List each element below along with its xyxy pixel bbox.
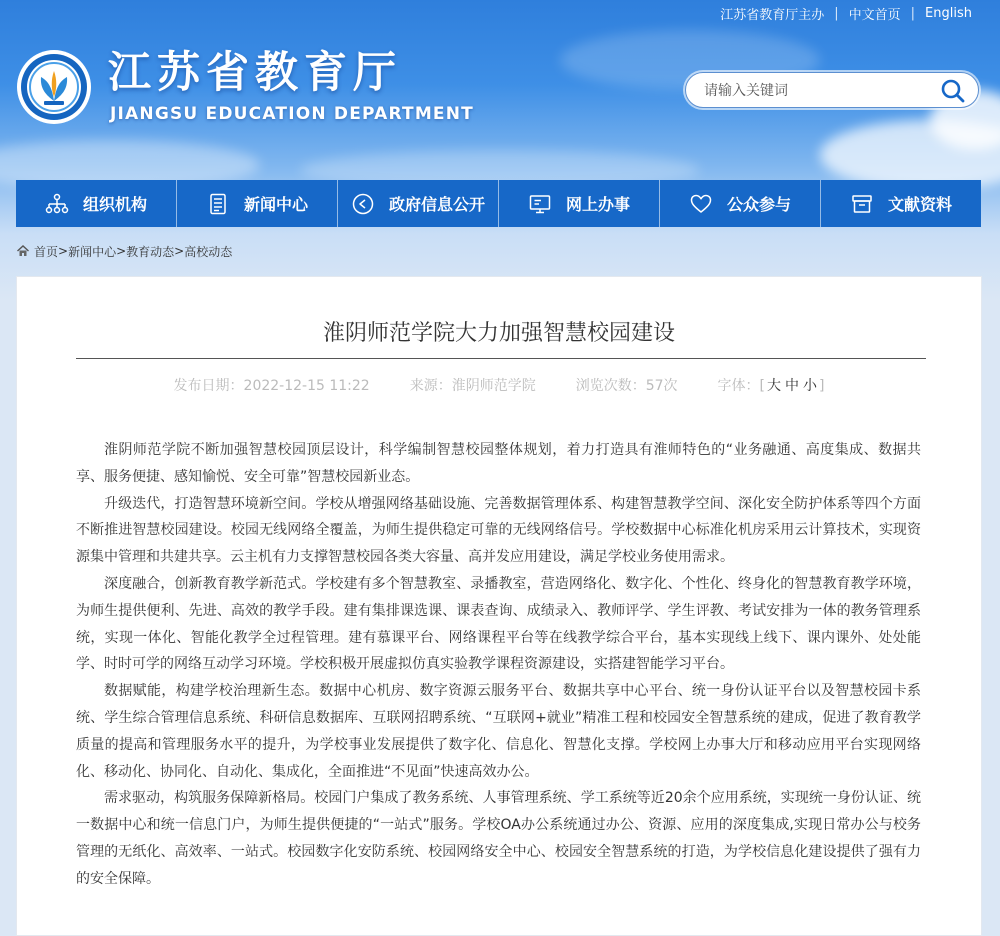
top-link-host[interactable]: 江苏省教育厅主办 [720,7,825,23]
search-icon[interactable] [940,78,966,104]
top-link-separator: | [834,5,839,21]
top-link-separator: | [910,5,916,21]
heart-icon [689,192,713,216]
nav-item-label: 政府信息公开 [388,195,485,214]
breadcrumb-separator: > [58,244,69,258]
font-size-close: ] [819,378,825,394]
article-title: 淮阴师范学院大力加强智慧校园建设 [322,321,675,346]
font-size-large[interactable]: 大 [767,378,781,394]
breadcrumb-separator: > [116,244,127,258]
archive-box-icon [850,192,874,216]
search-input[interactable] [702,79,926,103]
article-paragraph: 深度融合，创新教育教学新范式。学校建有多个智慧教室、录播教室，营造网络化、数字化、个性化、终身化的智慧教育教学环境，为师生提供便利、先进、高效的教学手段。建有集排课选课、课表查询、成绩录入、教师评学、学生评教、考试安排为一体的教务管理系统，实现一体化、智能化教学全过程管理。建有慕课平台、网络课程平台等在线教学综合平台，基本实现线上线下、课内课外、处处能学、时时可学的网络互动学习环境。学校积极开展虚拟仿真实验教学课程资源建设，实搭建智能学习平台。 [76,575,921,673]
article-paragraph: 需求驱动，构筑服务保障新格局。校园门户集成了教务系统、人事管理系统、学工系统等近20余个应用系统，实现统一身份认证、统一数据中心和统一信息门户，为师生提供便捷的“一站式”服务。学校OA办公系统通过办公、资源、应用的深度集成,实现日常办公与校务管理的无纸化、高效率、一站式。校园数字化安防系统、校园网络安全中心、校园安全智慧系统的打造，为学校信息化建设提供了强有力的安全保障。 [76,790,921,887]
nav-item-public-participation[interactable] [660,180,821,227]
breadcrumb-news-center[interactable]: 新闻中心 [68,244,117,259]
site-title: 江苏省教育厅 [108,48,402,98]
nav-item-organization[interactable] [16,180,177,227]
view-count: 浏览次数：57次 [575,378,678,394]
home-icon [16,244,30,258]
top-link-chinese-home[interactable]: 中文首页 [848,7,901,23]
article-source: 来源：淮阴师范学院 [409,378,536,394]
nav-item-info-disclosure[interactable] [338,180,499,227]
nav-item-label: 文献资料 [887,195,952,214]
org-chart-icon [45,192,69,216]
top-links [720,4,972,22]
article-card [16,276,982,936]
breadcrumb-separator: > [174,244,185,258]
search-box [685,72,979,108]
font-size-control [718,375,825,395]
nav-item-label: 新闻中心 [243,195,308,214]
nav-item-online-service[interactable] [499,180,660,227]
font-size-medium[interactable]: 中 [785,378,799,394]
font-size-label: 字体：[ [717,378,765,394]
top-link-english[interactable]: English [925,5,972,21]
nav-item-label: 组织机构 [82,195,147,214]
emblem-logo-icon[interactable] [16,49,92,125]
article-body [76,437,921,893]
info-disclosure-icon [351,192,375,216]
nav-item-label: 公众参与 [726,195,791,214]
breadcrumb-home[interactable]: 首页 [34,244,59,259]
news-document-icon [206,192,230,216]
main-nav [16,180,981,227]
nav-item-label: 网上办事 [565,195,630,214]
title-divider [76,358,926,359]
font-size-small[interactable]: 小 [803,378,817,394]
article-meta [17,375,981,395]
article-paragraph: 升级迭代，打造智慧环境新空间。学校从增强网络基础设施、完善数据管理体系、构建智慧教学空间、深化安全防护体系等四个方面不断推进智慧校园建设。校园无线网络全覆盖，为师生提供稳定可靠的无线网络信号。学校数据中心标准化机房采用云计算技术，实现资源集中管理和共建共享。云主机有力支撑智慧校园各类大容量、高并发应用建设，满足学校业务使用需求。 [76,495,921,566]
article-paragraph: 数据赋能，构建学校治理新生态。数据中心机房、数字资源云服务平台、数据共享中心平台、统一身份认证平台以及智慧校园卡系统、学生综合管理信息系统、科研信息数据库、互联网招聘系统、“互联网+就业”精准工程和校园安全智慧系统的建成，促进了教育教学质量的提高和管理服务水平的提升，为学校事业发展提供了数字化、信息化、智慧化支撑。学校网上办事大厅和移动应用平台实现网络化、移动化、协同化、自动化、集成化，全面推进“不见面”快速高效办公。 [76,683,921,780]
nav-item-news[interactable] [177,180,338,227]
nav-item-documents[interactable] [821,180,981,227]
site-subtitle: JIANGSU EDUCATION DEPARTMENT [110,104,474,124]
breadcrumb-education-news[interactable]: 教育动态 [126,244,175,259]
breadcrumb [16,243,232,259]
breadcrumb-university-news[interactable]: 高校动态 [184,244,233,259]
article-paragraph: 淮阴师范学院不断加强智慧校园顶层设计，科学编制智慧校园整体规划，着力打造具有淮师特色的“业务融通、高度集成、数据共享、服务便捷、感知愉悦、安全可靠”智慧校园新业态。 [76,442,921,485]
online-service-icon [528,192,552,216]
publish-date: 发布日期：2022-12-15 11:22 [173,378,370,394]
